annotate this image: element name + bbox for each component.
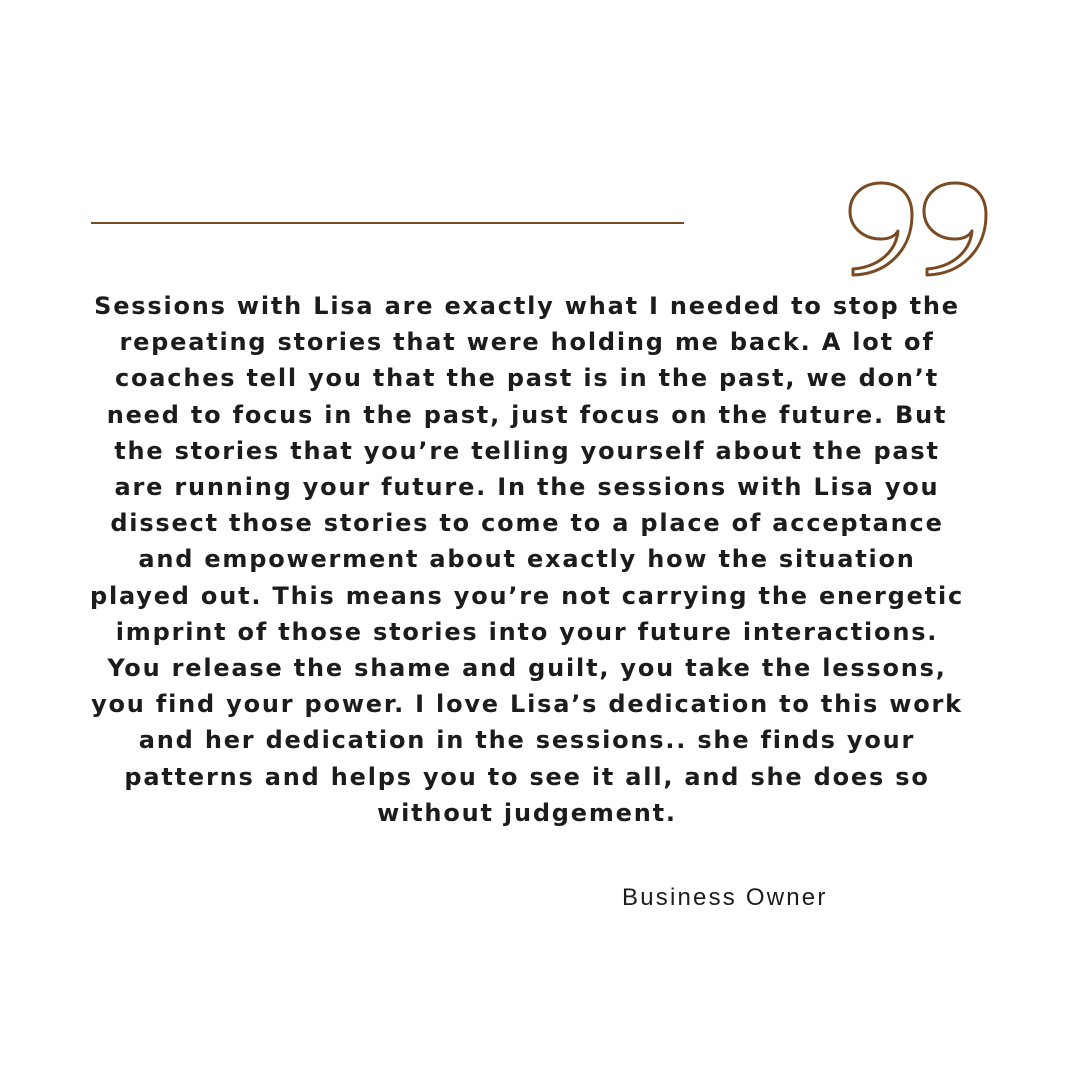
closing-quote-icon [845, 178, 995, 280]
divider-line [91, 222, 684, 224]
testimonial-attribution: Business Owner [622, 884, 828, 911]
testimonial-quote: Sessions with Lisa are exactly what I needed to stop the repeating stories that were holding me back. A lot of coaches tell you that the past is in the past, we don’t need to focus in the past, just focus on the future. But the stories that you’re telling yourself about the past are running your future. In the sessions with Lisa you dissect those stories to come to a place of acceptance and empowerment about exactly how the situation played out. This means you’re not carrying the energetic imprint of those stories into your future interactions. You release the shame and guilt, you take the lessons, you find your power. I love Lisa’s dedication to this work and her dedication in the sessions.. she finds your patterns and helps you to see it all, and she does so without judgement. [89, 292, 964, 827]
